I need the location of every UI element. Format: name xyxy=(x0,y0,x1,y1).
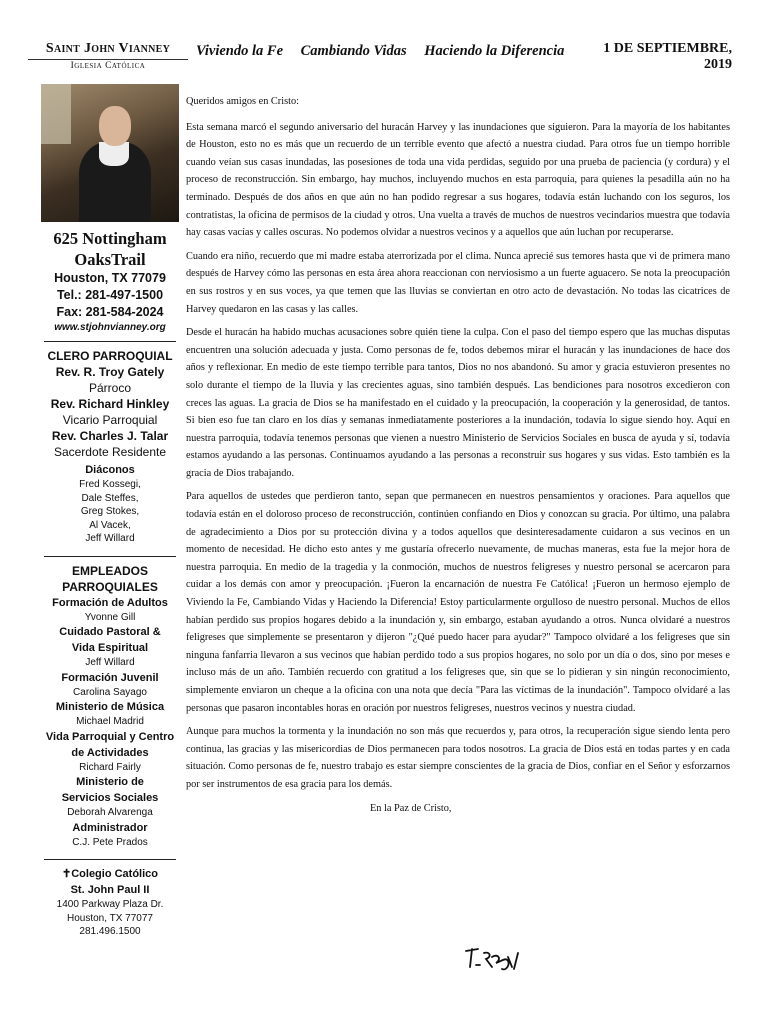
motto xyxy=(196,43,566,60)
school-city: Houston, TX 77077 xyxy=(67,912,153,924)
staff-department: Formación Juvenil xyxy=(61,671,159,684)
clergy-role: Vicario Parroquial xyxy=(62,413,158,427)
clergy-role: Párroco xyxy=(88,381,132,395)
letter-greeting: Queridos amigos en Cristo: xyxy=(186,96,299,107)
deacons-heading: Diáconos xyxy=(85,464,135,476)
school-phone: 281.496.1500 xyxy=(79,926,141,937)
letter-paragraph: Para aquellos de ustedes que perdieron tanto, sepan que permanecen en nuestros pensamientos y oraciones. Para aquellos que todavía están en el doloroso proceso de reconstrucción, continúen confiando en Dios y conozcan su gracia. Por último, una palabra de agradecimiento a Dios por su protección divina y a todos aquellos que desinteresadamente cuidaron a sus vecinos en un momento de necesidad. He dicho esto antes y me gustaría ofrecerlo nuevamente, de muchas maneras, esta fue la mejor hora de nuestra parroquia. En medio de la tragedia y la conmoción, muchos de nuestros feligreses y nuestro personal se acercaron para cuidar a los demás con amor y preocupación. ¡Fueron la encarnación de nuestra Fe Católica! ¡Fueron un hermoso ejemplo de Viviendo la Fe, Cambiando Vidas y Haciendo la Diferencia! Estoy particularmente orgulloso de nuestro personal. Muchos de ellos habían perdido sus propios hogares debido a la inundación y, sin embargo, estaban ayudando a otros. Nunca olvidaré a nuestros feligreses que simplemente se presentaron y dijeron "¿Qué puedo hacer para ayudar?" Tampoco olvidaré a los feligreses que sin ninguna fanfarria llevaron a sus vecinos que habían perdido todo a sus propios hogares, no solo por un día o dos, sino por meses e incluso más de un año. También recuerdo con gratitud a los feligreses que, sin que se lo pidieran y sin ningún reconocimiento, simplemente enviaron un cheque a la oficina con una nota que decía "Para las víctimas de la inundación". Tampoco olvidaré a las personas que pasaron incontables horas en oración por nuestros feligreses, nuestros vecinos y nuestra ciudad. xyxy=(186,491,730,714)
deacon-name: Al Vacek, xyxy=(89,519,131,531)
deacon-name: Fred Kossegi, xyxy=(79,479,141,490)
staff-person: Deborah Alvarenga xyxy=(67,807,153,818)
staff-department: Ministerio de Música xyxy=(55,701,165,713)
staff-person: C.J. Pete Prados xyxy=(72,836,148,848)
school-name-line-1: ✝Colegio Católico xyxy=(62,868,158,880)
school-address: 1400 Parkway Plaza Dr. xyxy=(56,899,164,910)
city-address: Houston, TX 77079 xyxy=(54,271,166,285)
patron-saint-photo xyxy=(41,84,179,222)
letter-paragraph: Aunque para muchos la tormenta y la inundación no son más que recuerdos y, para otros, la recuperación sigue siendo lenta pero continua, las gracias y las misericordias de Dios permanecen para todos nosotros. La gracia de Dios está en todas partes y en cada situación. Como personas de fe, nuestro trabajo es estar siempre conscientes de la gracia de Dios, confiar en el Señor y esforzarnos por ser instrumentos de esa gracia para los demás. xyxy=(186,726,730,790)
staff-person: Yvonne Gill xyxy=(84,611,136,623)
staff-department: Formación de Adultos xyxy=(52,596,168,609)
divider xyxy=(44,859,176,860)
masthead xyxy=(28,41,188,71)
phone-number: Tel.: 281-497-1500 xyxy=(56,288,164,302)
website-link[interactable]: www.stjohnvianney.org xyxy=(54,322,166,333)
staff-department: Administrador xyxy=(72,821,148,834)
clergy-name: Rev. Charles J. Talar xyxy=(51,429,169,443)
letter-paragraph: Desde el huracán ha habido muchas acusaciones sobre quién tiene la culpa. Con el paso del tiempo espero que las muchas disputas encuentren una solución adecuada y justa. Como personas de fe, todos debemos mirar el huracán y las inundaciones de hace dos años y reflexionar. En medio de este tiempo terrible para tantos, Dios no nos abandonó. Su amor y gracia estuvieron presentes no solo durante el tiempo de la lluvia y las crecientes aguas, sino también después. Las bendiciones para nosotros excedieron con creces las aguas. La gracia de Dios se ha manifestado en el cuidado y la preocupación, la cooperación y la generosidad, de tantos. Si bien eso fue tan claro en los días y semanas inmediatamente posteriores a la inundación, todavía lo sigue siendo hoy. Aquí en nuestra parroquia, todavía tenemos personas que vienen a nuestro Ministerio de Servicios Sociales en busca de ayuda y sí, todavía estamos ayudando a las personas. Continuamos ayudando a las personas a reconstruir sus hogares y sus vidas. Esto también es la gracia de Dios trabajando. xyxy=(186,327,730,479)
staff-department: Cuidado Pastoral & Vida Espiritual xyxy=(59,626,161,654)
pastor-signature xyxy=(462,943,526,973)
staff-department: Ministerio de Servicios Sociales xyxy=(61,776,159,804)
divider xyxy=(44,341,176,342)
staff-person: Richard Fairly xyxy=(79,761,141,773)
deacon-name: Greg Stokes, xyxy=(80,506,140,517)
staff-person: Carolina Sayago xyxy=(73,686,147,698)
staff-department: Vida Parroquial y Centro de Actividades xyxy=(45,730,175,759)
motto-phrase-2: Cambiando Vidas xyxy=(300,43,407,59)
school-name-line-2: St. John Paul II xyxy=(70,884,150,896)
parish-name: Saint John Vianney xyxy=(28,41,188,60)
motto-phrase-1: Viviendo la Fe xyxy=(196,43,283,59)
motto-phrase-3: Haciendo la Diferencia xyxy=(424,43,565,59)
sidebar xyxy=(28,84,192,939)
deacon-name: Dale Steffes, xyxy=(81,492,139,504)
staff-heading-line-1: EMPLEADOS xyxy=(71,563,148,578)
deacon-name: Jeff Willard xyxy=(85,533,135,544)
fax-number: Fax: 281-584-2024 xyxy=(56,305,164,319)
letter-paragraph: Esta semana marcó el segundo aniversario del huracán Harvey y las inundaciones que siguieron. Para la mayoría de los habitantes de Houston, esto no es más que un recuerdo de un terrible evento que afectó a nuestra ciudad. Para otros fue un tiempo horrible cuando veían sus casas inundadas, las posesiones de toda una vida perdidas, seguido por una prueba de paciencia (y cordura) y el proceso de reconstrucción. Sin embargo, hay muchos, incluyendo muchos en esta parroquia, para quienes la pesadilla aún no ha terminado. Después de dos años en que aún no han podido regresar a sus hogares, todavía están luchando con los seguros, los contratistas, la oficina de permisos de la ciudad y otros. Una vuelta a través de muchos de nuestros vecindarios muestra que todavía hay casas vacías y calles oscuras. No podemos olvidar a nuestros vecinos y a aquellos que aún luchan por recuperarse. xyxy=(186,121,730,239)
clergy-name: Rev. R. Troy Gately xyxy=(55,365,165,379)
issue-date: 1 DE SEPTIEMBRE, 2019 xyxy=(603,41,732,72)
letter-paragraph: Cuando era niño, recuerdo que mi madre estaba aterrorizada por el clima. Nunca aprecié sus temores hasta que vi de primera mano después de Harvey cómo las personas en esta área ahora reaccionan con nerviosismo a un fuerte aguacero. Se nota la preocupación en sus rostros y en sus voces, ya que temen que las lluvias se conviertan en otro acto de devastación. No todas las cicatrices de Harvey quedaron en las casas y las calles. xyxy=(186,250,730,315)
cross-icon: ✝ xyxy=(62,868,72,880)
letter-closing: En la Paz de Cristo, xyxy=(370,802,452,814)
street-address: 625 Nottingham OaksTrail xyxy=(53,229,167,269)
divider xyxy=(44,556,176,557)
parish-subtitle: Iglesia Católica xyxy=(70,61,146,71)
staff-heading-line-2: PARROQUIALES xyxy=(62,579,158,594)
clergy-role: Sacerdote Residente xyxy=(53,445,167,459)
clergy-heading: CLERO PARROQUIAL xyxy=(47,349,173,363)
staff-person: Michael Madrid xyxy=(76,716,144,727)
pastor-letter xyxy=(186,93,730,823)
clergy-name: Rev. Richard Hinkley xyxy=(50,397,170,411)
staff-person: Jeff Willard xyxy=(85,657,135,668)
